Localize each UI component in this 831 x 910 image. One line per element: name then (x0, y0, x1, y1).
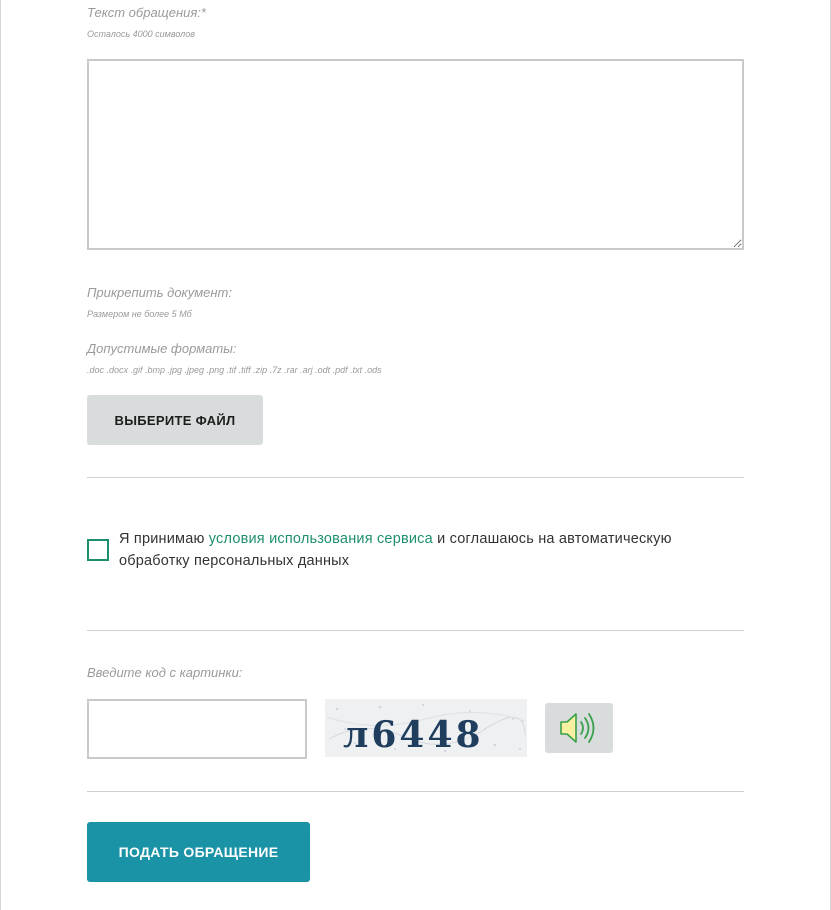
message-textarea[interactable] (87, 59, 744, 250)
speaker-icon (545, 703, 613, 753)
divider (87, 477, 744, 478)
remaining-chars-hint: Осталось 4000 символов (87, 29, 195, 39)
divider (87, 791, 744, 792)
agreement-text (119, 528, 739, 572)
attach-size-hint: Размером не более 5 Мб (87, 309, 192, 319)
terms-link[interactable]: условия использования сервиса (208, 531, 433, 547)
agreement-text-after: и соглашаюсь на автоматическую обработку персональных данных (119, 531, 672, 569)
divider (87, 630, 744, 631)
agreement-checkbox[interactable] (87, 539, 109, 561)
captcha-audio-button[interactable] (545, 703, 613, 753)
choose-file-button[interactable]: ВЫБЕРИТЕ ФАЙЛ (87, 395, 263, 445)
submit-request-button[interactable]: ПОДАТЬ ОБРАЩЕНИЕ (87, 822, 310, 882)
captcha-image (325, 699, 527, 757)
captcha-code-text: л6448 (343, 714, 484, 756)
captcha-label: Введите код с картинки: (87, 665, 243, 680)
captcha-input[interactable] (87, 699, 307, 759)
agreement-text-before: Я принимаю (119, 531, 209, 547)
captcha-noise-graphic (325, 699, 527, 757)
message-label: Текст обращения:* (87, 5, 206, 20)
formats-list: .doc .docx .gif .bmp .jpg .jpeg .png .tif .tiff .zip .7z .rar .arj .odt .pdf .txt .ods (87, 365, 382, 375)
formats-label: Допустимые форматы: (87, 341, 237, 356)
attach-label: Прикрепить документ: (87, 285, 232, 300)
